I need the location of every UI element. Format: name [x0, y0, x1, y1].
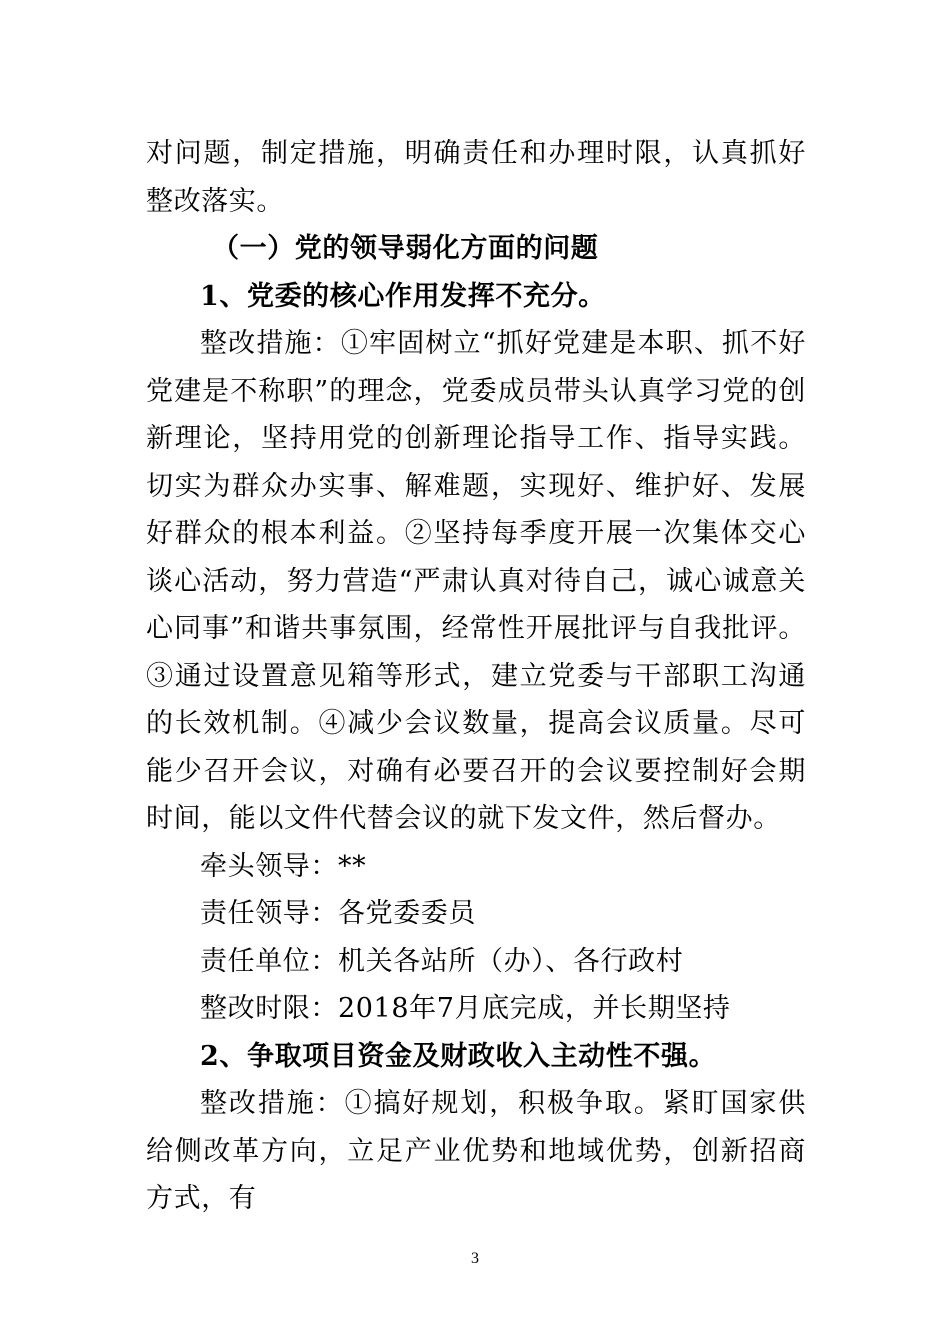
item-1-lead-leader: 牵头领导：** — [200, 850, 367, 882]
item-1-deadline: 整改时限：2018年7月底完成，并长期坚持 — [200, 993, 731, 1024]
item-1-responsible-leader: 责任领导：各党委委员 — [200, 898, 476, 929]
page-number: 3 — [471, 1250, 479, 1267]
item-2-heading: 2、争取项目资金及财政收入主动性不强。 — [200, 1040, 717, 1072]
item-1-heading: 1、党委的核心作用发挥不充分。 — [200, 280, 606, 312]
item-1-responsible-unit: 责任单位：机关各站所（办）、各行政村 — [200, 945, 684, 977]
item-1-measures: 整改措施：①牢固树立“抓好党建是本职、抓不好党建是不称职”的理念，党委成员带头认真学习党的创新理论，坚持用党的创新理论指导工作、指导实践。切实为群众办实事、解难题，实现好、维护好、发展好群众的根本利益。②坚持每季度开展一次集体交心谈心活动，努力营造“严肃认真对待自己，诚心诚意关心同事”和谐共事氛围，经常性开展批评与自我批评。③通过设置意见箱等形式，建立党委与干部职工沟通的长效机制。④减少会议数量，提高会议质量。尽可能少召开会议，对确有必要召开的会议要控制好会期时间，能以文件代替会议的就下发文件，然后督办。 — [146, 328, 806, 834]
section-heading: （一）党的领导弱化方面的问题 — [212, 233, 599, 264]
continuation-paragraph: 对问题，制定措施，明确责任和办理时限，认真抓好整改落实。 — [146, 138, 806, 217]
item-2-measures: 整改措施：①搞好规划，积极争取。紧盯国家供给侧改革方向，立足产业优势和地域优势，创新招商方式，有 — [146, 1088, 806, 1214]
document-body — [146, 130, 806, 1223]
